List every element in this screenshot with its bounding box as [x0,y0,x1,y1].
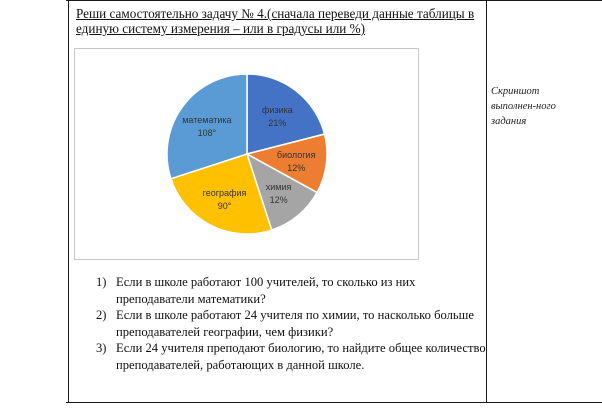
pie-chart [75,49,418,259]
question-number: 3) [96,341,107,355]
slice-category: математика [182,114,232,125]
slice-value: 12% [269,195,288,206]
question-number: 2) [96,308,107,322]
table-border-left [68,0,69,403]
question-item [96,340,486,373]
slice-value: 90° [217,201,232,212]
slice-category: биология [276,150,316,161]
slice-category: география [202,188,247,199]
slice-value: 12% [287,163,306,174]
question-item [96,307,486,340]
question-list [96,274,486,373]
screenshot-note: Скриншот выполнен-ного задания [491,86,556,127]
table-column-divider [486,0,487,403]
question-text: Если 24 учителя преподают биологию, то найдите общее количество преподавателей, работающих в данной школе. [116,341,486,372]
table-border-top [66,0,602,1]
table-border-bottom [66,402,602,403]
slice-category: физика [262,104,293,115]
slice-value: 21% [268,117,287,128]
task-heading: Реши самостоятельно задачу № 4.(сначала переведи данные таблицы в единую систему измерения – или в градусы или %) [76,6,475,36]
slice-category: химия [265,182,292,193]
slice-value: 108° [197,127,217,138]
question-text: Если в школе работают 24 учителя по химии, то насколько больше преподавателей географии, чем физики? [116,308,474,339]
chart-area [74,48,419,260]
question-item [96,274,486,307]
question-number: 1) [96,275,107,289]
question-text: Если в школе работают 100 учителей, то сколько из них преподаватели математики? [116,275,416,306]
